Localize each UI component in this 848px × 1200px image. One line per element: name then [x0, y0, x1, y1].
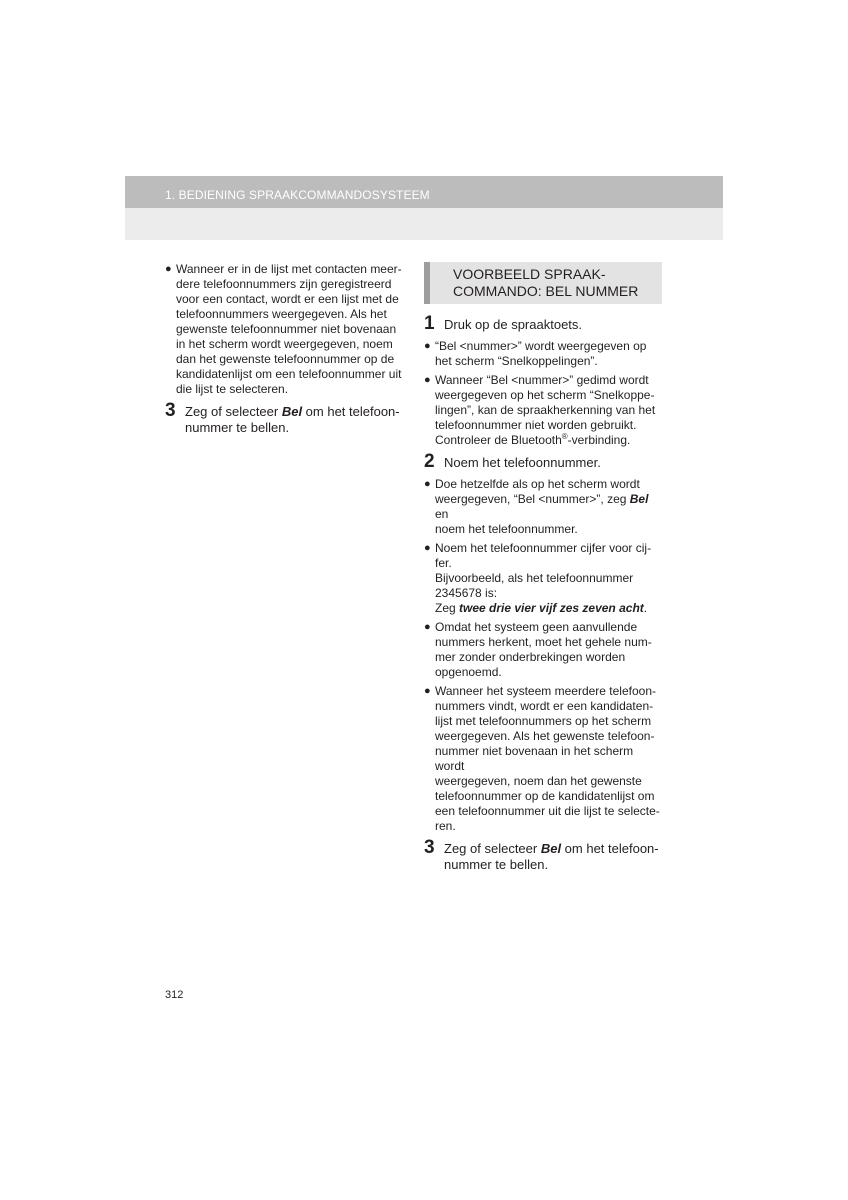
- bullet-icon: ●: [424, 374, 431, 386]
- step-2: [424, 452, 662, 471]
- bullet-icon: ●: [424, 685, 431, 697]
- step-1: [424, 314, 662, 333]
- page-number: 312: [165, 989, 184, 1001]
- list-item-text: Omdat het systeem geen aanvullende nummers herkent, moet het gehele num- mer zonder onderbrekingen worden opgenoemd.: [435, 620, 652, 679]
- bullet-icon: ●: [424, 542, 431, 554]
- list-item-text: Noem het telefoonnummer cijfer voor cij- fer. Bijvoorbeeld, als het telefoonnummer 2345678 is: Zeg twee drie vier vijf zes zeven acht.: [435, 541, 652, 615]
- step-text: Noem het telefoonnummer.: [444, 455, 601, 470]
- command-keyword: Bel: [629, 492, 649, 506]
- list-item-text: Doe hetzelfde als op het scherm wordt weergegeven, “Bel <nummer>”, zeg Bel en noem het telefoonnummer.: [435, 477, 649, 536]
- list-item: [424, 541, 662, 616]
- right-column: [424, 262, 662, 879]
- list-item-text: “Bel <nummer>” wordt weergegeven op het scherm “Snelkoppelingen”.: [435, 339, 647, 368]
- list-item-text: Wanneer “Bel <nummer>” gedimd wordt weergegeven op het scherm “Snelkoppe- lingen”, kan de spraakherkenning van het telefoonnummer niet worden gebruikt. Controleer de Bluetooth®-verbinding.: [435, 373, 656, 447]
- list-item-text: Wanneer er in de lijst met contacten meer- dere telefoonnummers zijn geregistreerd voor een contact, wordt er een lijst met de telefoonnummers weergegeven. Als het gewenste telefoonnummer niet bovenaan in het scherm wordt weergegeven, noem dan het gewenste telefoonnummer op de kandidatenlijst om een telefoonnummer uit die lijst te selecteren.: [176, 262, 402, 396]
- bullet-icon: ●: [424, 621, 431, 633]
- step-number: 1: [424, 313, 435, 334]
- chapter-header-bar: [125, 176, 723, 208]
- step-text: Druk op de spraaktoets.: [444, 317, 583, 332]
- step-number: 3: [424, 837, 435, 858]
- section-title: VOORBEELD SPRAAK- COMMANDO: BEL NUMMER: [453, 266, 639, 299]
- step-text: Zeg of selecteer Bel om het telefoon- nummer te bellen.: [444, 841, 659, 872]
- step-number: 3: [165, 400, 176, 421]
- spoken-example: twee drie vier vijf zes zeven acht: [459, 601, 644, 615]
- chapter-title: 1. BEDIENING SPRAAKCOMMANDOSYSTEEM: [165, 188, 430, 202]
- step-3: [165, 401, 405, 436]
- list-item-text: Wanneer het systeem meerdere telefoon- nummers vindt, wordt er een kandidaten- lijst met telefoonnummers op het scherm weergegeven. Als het gewenste telefoon- nummer niet bovenaan in het scherm wordt weergegeven, noem dan het gewenste telefoonnummer op de kandidatenlijst om een telefoonnummer uit die lijst te selecte- ren.: [435, 684, 660, 833]
- step-3: [424, 838, 662, 873]
- registered-trademark-mark: ®: [561, 432, 568, 441]
- step-number: 2: [424, 451, 435, 472]
- command-keyword: Bel: [281, 404, 303, 419]
- list-item: [424, 684, 662, 834]
- bullet-icon: ●: [424, 340, 431, 352]
- bullet-icon: ●: [424, 478, 431, 490]
- list-item: [165, 262, 405, 397]
- section-heading: [424, 262, 662, 304]
- list-item: [424, 339, 662, 369]
- list-item: [424, 620, 662, 680]
- list-item: [424, 477, 662, 537]
- left-column: [165, 262, 405, 442]
- bullet-icon: ●: [165, 263, 172, 275]
- command-keyword: Bel: [540, 841, 562, 856]
- step-text: Zeg of selecteer Bel om het telefoon- nummer te bellen.: [185, 404, 400, 435]
- list-item: [424, 373, 662, 448]
- chapter-header: [125, 176, 723, 240]
